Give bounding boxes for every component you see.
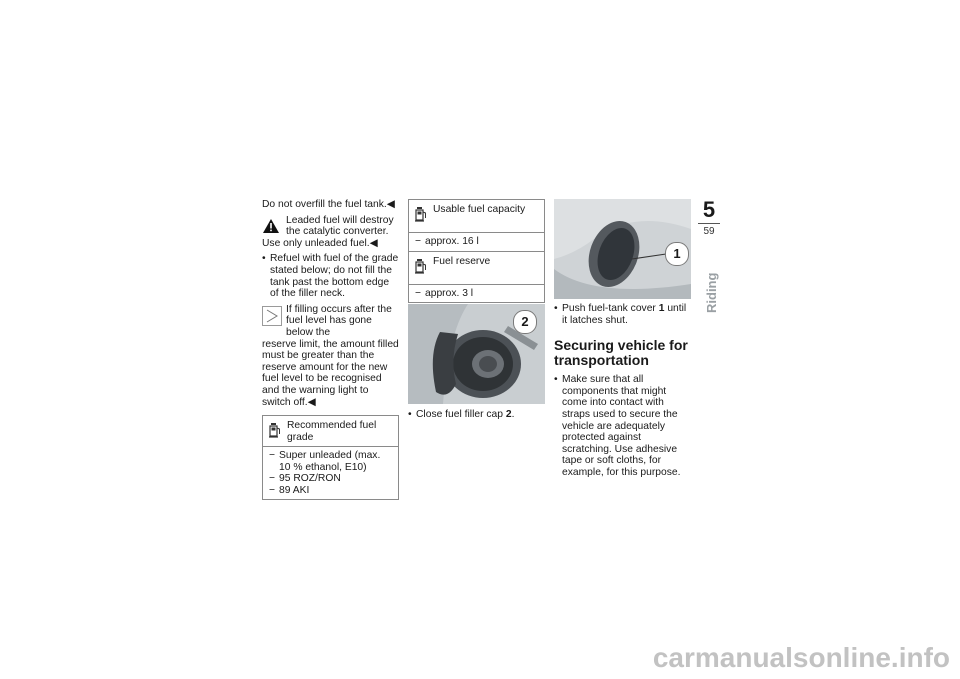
recommended-fuel-box (262, 415, 399, 500)
fuel-pump-icon (415, 258, 427, 278)
unleaded-only-text: Use only unleaded fuel.◀ (262, 237, 378, 249)
fuel-pump-icon (269, 422, 281, 442)
watermark: carmanualsonline.info (652, 642, 950, 673)
fuel-grade-item: − Super unleaded (max. 10 % ethanol, E10) (269, 450, 394, 473)
recommended-fuel-header (263, 416, 398, 447)
usable-capacity-title: Usable fuel capacity (433, 204, 526, 215)
hint-text-continued: reserve limit, the amount filled must be greater than the reserve amount for the new fuel level to be recognised and the warning light to switch off.◀ (262, 338, 399, 408)
chapter-divider (698, 223, 720, 224)
hint-text-first: If filling occurs after the fuel level has gone below the (286, 303, 392, 338)
column-left (262, 199, 399, 500)
caution-note (262, 215, 399, 238)
caution-text: Leaded fuel will destroy the catalytic converter. (286, 214, 394, 238)
protect-components-instruction: • Make sure that all components that might come into contact with straps used to secure the vehicle are adequately protected against scratching. Use adhesive tape or soft cloths, for example, for this purpose. (554, 374, 691, 478)
fuel-reserve-value: − approx. 3 l (415, 288, 540, 300)
fuel-pump-icon (415, 206, 427, 226)
chapter-number: 5 (702, 197, 716, 222)
callout-2: 2 (513, 310, 537, 334)
section-label: Riding (704, 272, 719, 313)
callout-1: 1 (665, 242, 689, 266)
overfill-warning-text: Do not overfill the fuel tank.◀ (262, 199, 395, 210)
usable-capacity-value: − approx. 16 l (415, 236, 540, 248)
column-right (554, 303, 691, 479)
refuel-instruction: • Refuel with fuel of the grade stated below; do not fill the tank past the bottom edge of the filler neck. (262, 253, 399, 299)
usable-capacity-body (409, 233, 544, 251)
close-filler-cap-instruction: • Close fuel filler cap 2. (408, 409, 545, 421)
recommended-fuel-list (263, 447, 398, 499)
column-middle-bottom (408, 409, 545, 421)
usable-capacity-header (409, 200, 544, 233)
chapter-tab (698, 197, 720, 313)
fuel-grade-item: − 89 AKI (269, 485, 394, 497)
fuel-reserve-box (408, 252, 545, 304)
usable-capacity-box (408, 199, 545, 252)
page-number: 59 (703, 226, 715, 237)
hint-note (262, 304, 399, 339)
fuel-grade-item: − 95 ROZ/RON (269, 473, 394, 485)
push-tank-cover-instruction: • Push fuel-tank cover 1 until it latches shut. (554, 303, 691, 326)
section-heading: Securing vehicle for transportation (554, 337, 688, 369)
hint-triangle-icon (262, 306, 282, 330)
fuel-filler-cap-photo (408, 304, 545, 404)
warning-triangle-icon (262, 218, 280, 238)
fuel-reserve-body (409, 285, 544, 303)
recommended-fuel-title: Recommended fuel grade (287, 420, 377, 443)
fuel-reserve-title: Fuel reserve (433, 255, 491, 267)
fuel-reserve-header (409, 252, 544, 285)
column-middle (408, 199, 545, 303)
fuel-tank-cover-photo (554, 199, 691, 299)
